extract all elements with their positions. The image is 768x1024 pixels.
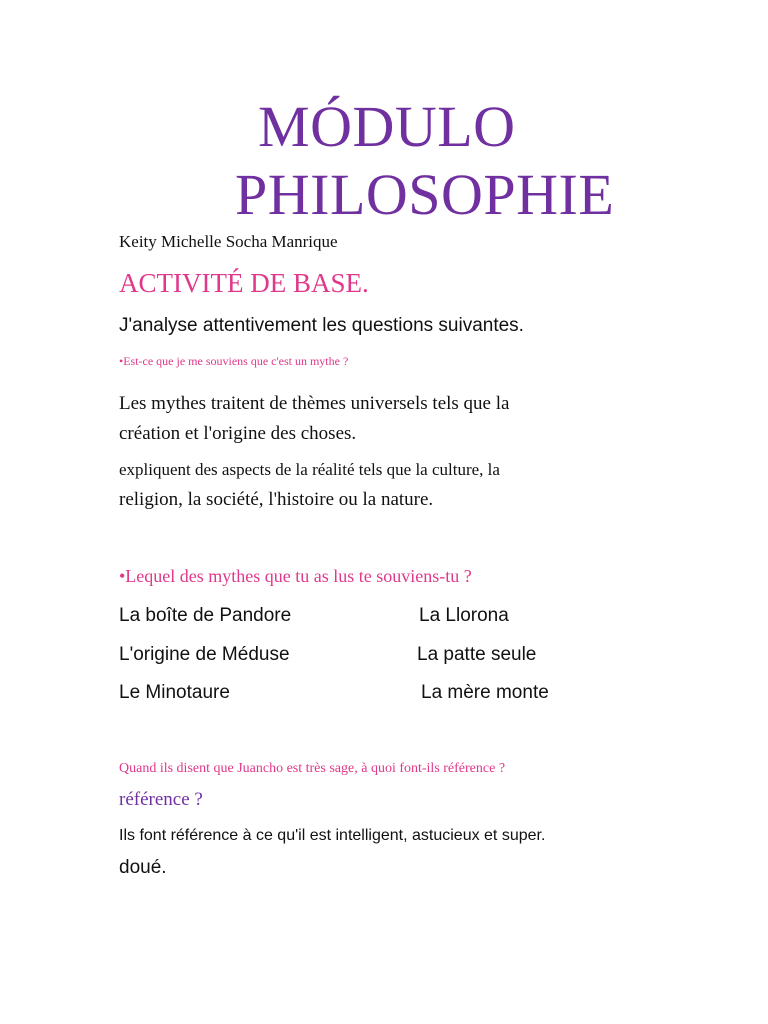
myth-item: La patte seule [417, 644, 537, 665]
question-2: •Lequel des mythes que tu as lus te souviens-tu ? [119, 566, 472, 586]
question-3-fragment: référence ? [119, 789, 203, 810]
title-line-2: PHILOSOPHIE [235, 162, 615, 227]
answer-line-2: doué. [119, 857, 167, 878]
title-line-1: MÓDULO [258, 94, 516, 159]
paragraph-1-line-1: Les mythes traitent de thèmes universels tels que la [119, 393, 510, 414]
intro-text: J'analyse attentivement les questions suivantes. [119, 315, 524, 336]
question-3: Quand ils disent que Juancho est très sage, à quoi font-ils référence ? [119, 761, 506, 776]
myth-item: La Llorona [419, 605, 509, 626]
paragraph-2-line-1: expliquent des aspects de la réalité tels que la culture, la [119, 460, 500, 479]
paragraph-2-line-2: religion, la société, l'histoire ou la nature. [119, 489, 434, 510]
paragraph-1-line-2: création et l'origine des choses. [119, 423, 357, 444]
question-1: •Est-ce que je me souviens que c'est un mythe ? [119, 354, 349, 368]
myth-item: Le Minotaure [119, 682, 230, 703]
myth-item: La mère monte [421, 682, 549, 703]
myth-item: La boîte de Pandore [119, 605, 292, 626]
answer-line-1: Ils font référence à ce qu'il est intelligent, astucieux et super. [119, 827, 546, 844]
section-heading: ACTIVITÉ DE BASE. [119, 268, 369, 298]
author-name: Keity Michelle Socha Manrique [119, 232, 338, 251]
myth-item: L'origine de Méduse [119, 644, 290, 665]
